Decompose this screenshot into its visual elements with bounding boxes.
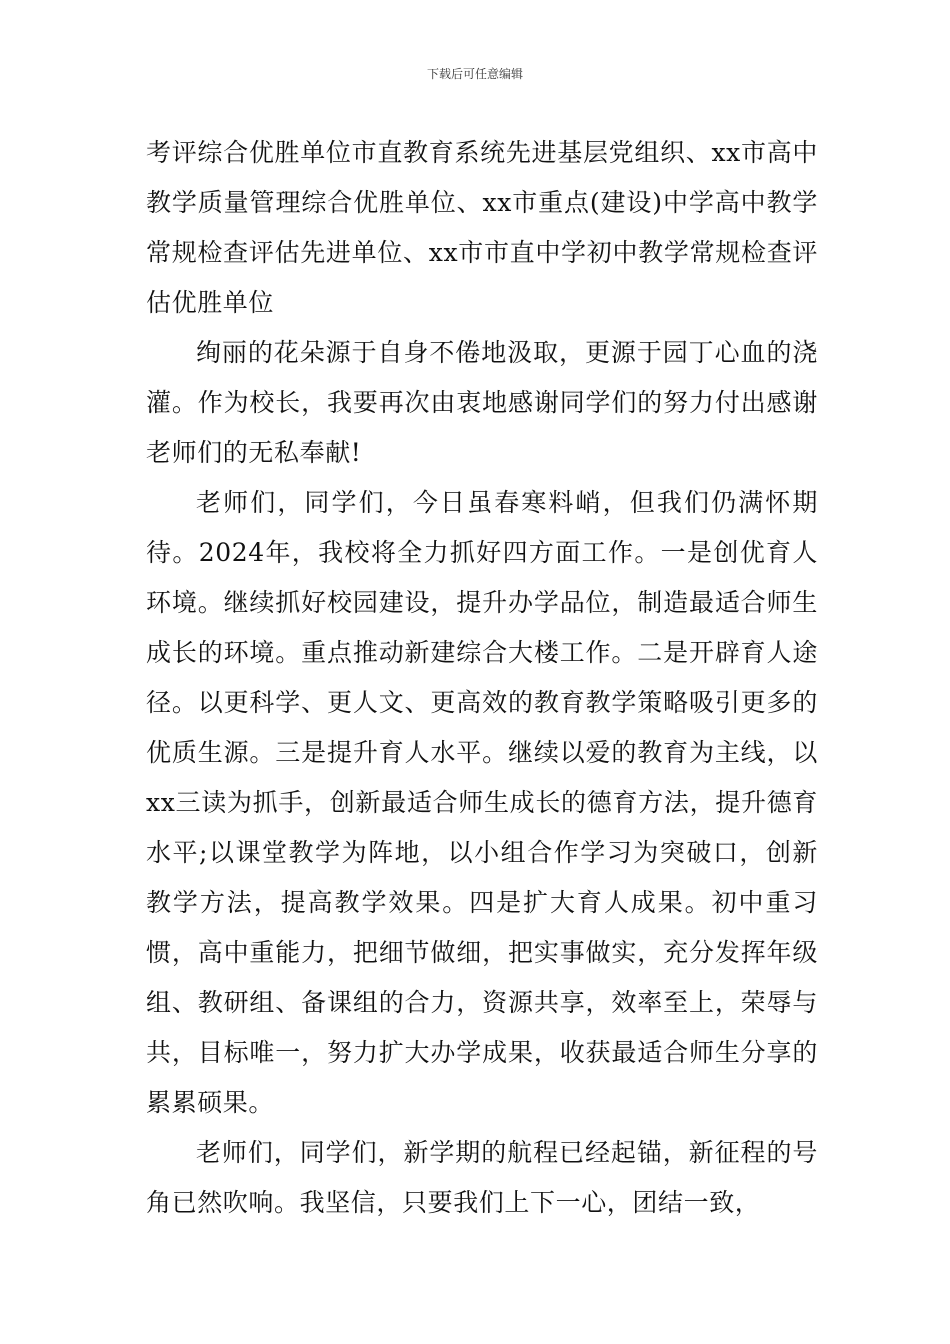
paragraph-2: 绚丽的花朵源于自身不倦地汲取，更源于园丁心血的浇灌。作为校长，我要再次由衷地感谢同学们的努力付出感谢老师们的无私奉献!: [146, 338, 818, 467]
paragraph-1: 考评综合优胜单位市直教育系统先进基层党组织、xx市高中教学质量管理综合优胜单位、xx市重点(建设)中学高中教学常规检查评估先进单位、xx市市直中学初中教学常规检查评估优胜单位: [146, 138, 818, 317]
paragraph-4: 老师们，同学们，新学期的航程已经起锚，新征程的号角已然吹响。我坚信，只要我们上下一心，团结一致，: [146, 1138, 818, 1217]
paragraph-3: 老师们，同学们，今日虽春寒料峭，但我们仍满怀期待。2024年，我校将全力抓好四方面工作。一是创优育人环境。继续抓好校园建设，提升办学品位，制造最适合师生成长的环境。重点推动新建综合大楼工作。二是开辟育人途径。以更科学、更人文、更高效的教育教学策略吸引更多的优质生源。三是提升育人水平。继续以爱的教育为主线，以xx三读为抓手，创新最适合师生成长的德育方法，提升德育水平;以课堂教学为阵地，以小组合作学习为突破口，创新教学方法，提高教学效果。四是扩大育人成果。初中重习惯，高中重能力，把细节做细，把实事做实，充分发挥年级组、教研组、备课组的合力，资源共享，效率至上，荣辱与共，目标唯一，努力扩大办学成果，收获最适合师生分享的累累硕果。: [146, 488, 818, 1117]
page-header: 下载后可任意编辑: [426, 67, 523, 81]
document-body: [146, 128, 818, 1228]
